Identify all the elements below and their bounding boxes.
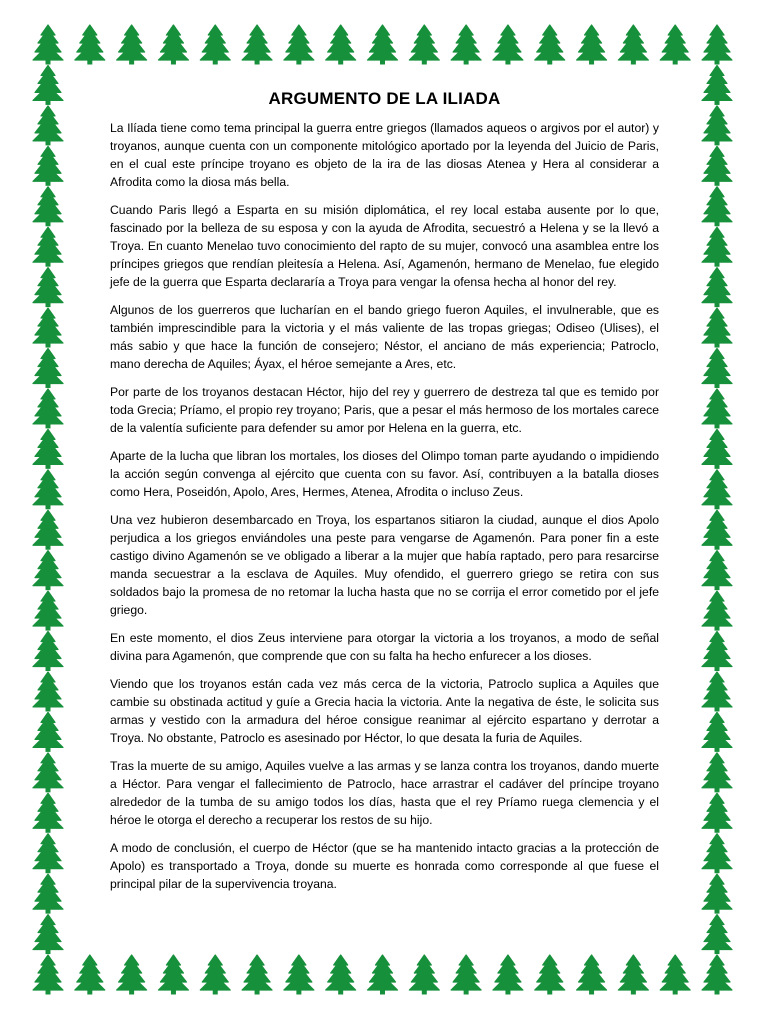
paragraph: Cuando Paris llegó a Esparta en su misión diplomática, el rey local estaba ausente por lo que, fascinado por la belleza de su esposa y con la ayuda de Afrodita, secuestró a Helena y se la llevó a Troya. En cuanto Menelao tuvo conocimiento del rapto de su mujer, convocó una asamblea entre los príncipes griegos que rendían pleitesía a Helena. Así, Agamenón, hermano de Menelao, fue elegido jefe de la guerra que Esparta declararía a Troya para vengar la ofensa hecha al honor del rey. bbox=[110, 203, 659, 289]
pine-tree-icon bbox=[702, 551, 732, 590]
pine-tree-icon bbox=[33, 187, 63, 226]
pine-tree-icon bbox=[702, 65, 732, 104]
pine-tree-icon bbox=[702, 915, 732, 954]
paragraph: Viendo que los troyanos están cada vez más cerca de la victoria, Patroclo suplica a Aquiles que cambie su obstinada actitud y guíe a Grecia hacia la victoria. Ante la negativa de éste, le solicita sus armas y vestido con la armadura del héroe consigue reanimar al ejército espartano y derrotar a Troya. No obstante, Patroclo es asesinado por Héctor, lo que desata la furia de Aquiles. bbox=[110, 677, 659, 745]
paragraph: La Ilíada tiene como tema principal la guerra entre griegos (llamados aqueos o argivos por el autor) y troyanos, aunque cuenta con un componente mitológico aportado por la leyenda del Juicio de Paris, en el cual este príncipe troyano es objeto de la ira de las diosas Atenea y Hera al considerar a Afrodita como la diosa más bella. bbox=[110, 121, 659, 189]
pine-tree-icon bbox=[451, 955, 481, 994]
pine-tree-icon bbox=[33, 834, 63, 873]
pine-tree-icon bbox=[493, 955, 523, 994]
pine-tree-icon bbox=[702, 874, 732, 913]
pine-tree-icon bbox=[33, 672, 63, 711]
paragraph: Una vez hubieron desembarcado en Troya, los espartanos sitiaron la ciudad, aunque el dios Apolo perjudica a los griegos enviándoles una peste para vengarse de Agamenón. Para poner fin a este castigo divino Agamenón se ve obligado a liberar a la mujer que había raptado, pero para resarcirse manda secuestrar a la esclava de Aquiles. Muy ofendido, el guerrero griego se retira con sus soldados bajo la promesa de no retomar la lucha hasta que no se corrija el error cometido por el jefe griego. bbox=[110, 513, 659, 617]
pine-tree-icon bbox=[618, 955, 648, 994]
pine-tree-icon bbox=[660, 25, 690, 64]
pine-tree-icon bbox=[702, 510, 732, 549]
pine-tree-icon bbox=[702, 470, 732, 509]
pine-tree-icon bbox=[117, 25, 147, 64]
pine-tree-icon bbox=[493, 25, 523, 64]
pine-tree-icon bbox=[33, 146, 63, 185]
paragraph: A modo de conclusión, el cuerpo de Héctor (que se ha mantenido intacto gracias a la protección de Apolo) es transportado a Troya, donde su muerte es honrada como corresponde al que fuese el principal pilar de la supervivencia troyana. bbox=[110, 841, 659, 891]
paragraph: Algunos de los guerreros que lucharían en el bando griego fueron Aquiles, el invulnerable, que es también imprescindible para la victoria y el más valiente de las tropas griegas; Odiseo (Ulises), el más sabio y que hace la función de consejero; Néstor, el anciano de más experiencia; Patroclo, mano derecha de Aquiles; Áyax, el héroe semejante a Ares, etc. bbox=[110, 303, 659, 371]
pine-tree-icon bbox=[702, 308, 732, 347]
pine-tree-icon bbox=[535, 25, 565, 64]
paragraph: Tras la muerte de su amigo, Aquiles vuelve a las armas y se lanza contra los troyanos, dando muerte a Héctor. Para vengar el fallecimiento de Patroclo, hace arrastrar el cadáver del príncipe troyano alrededor de la tumba de su amigo todos los días, hasta que el rey Príamo ruega clemencia y el héroe le otorga el derecho a recuperar los restos de su hijo. bbox=[110, 759, 659, 827]
pine-tree-icon bbox=[326, 955, 356, 994]
pine-tree-icon bbox=[284, 25, 314, 64]
pine-tree-icon bbox=[702, 834, 732, 873]
pine-tree-icon bbox=[702, 227, 732, 266]
paragraph: Por parte de los troyanos destacan Héctor, hijo del rey y guerrero de destreza tal que es temido por toda Grecia; Príamo, el propio rey troyano; Paris, que a pesar el más hermoso de los mortales carece de la valentía suficiente para defender su amor por Helena en la guerra, etc. bbox=[110, 385, 659, 435]
pine-tree-icon bbox=[702, 106, 732, 145]
pine-tree-icon bbox=[702, 712, 732, 751]
pine-tree-icon bbox=[702, 348, 732, 387]
pine-tree-icon bbox=[702, 591, 732, 630]
pine-tree-icon bbox=[33, 106, 63, 145]
document-title: ARGUMENTO DE LA ILIADA bbox=[268, 89, 501, 108]
pine-tree-icon bbox=[33, 591, 63, 630]
pine-tree-icon bbox=[75, 25, 105, 64]
pine-tree-icon bbox=[33, 551, 63, 590]
pine-tree-icon bbox=[33, 308, 63, 347]
pine-tree-icon bbox=[33, 348, 63, 387]
pine-tree-icon bbox=[33, 712, 63, 751]
pine-tree-icon bbox=[702, 389, 732, 428]
pine-tree-icon bbox=[577, 25, 607, 64]
pine-tree-icon bbox=[660, 955, 690, 994]
pine-tree-icon bbox=[702, 187, 732, 226]
pine-tree-icon bbox=[33, 470, 63, 509]
pine-tree-icon bbox=[368, 955, 398, 994]
pine-tree-icon bbox=[33, 389, 63, 428]
pine-tree-icon bbox=[702, 955, 732, 994]
pine-tree-icon bbox=[451, 25, 481, 64]
pine-tree-icon bbox=[702, 268, 732, 307]
pine-tree-icon bbox=[326, 25, 356, 64]
pine-tree-icon bbox=[75, 955, 105, 994]
pine-tree-icon bbox=[284, 955, 314, 994]
pine-tree-icon bbox=[33, 874, 63, 913]
pine-tree-icon bbox=[33, 753, 63, 792]
pine-tree-icon bbox=[33, 632, 63, 671]
pine-tree-icon bbox=[242, 955, 272, 994]
pine-tree-icon bbox=[117, 955, 147, 994]
pine-tree-icon bbox=[702, 429, 732, 468]
pine-tree-icon bbox=[33, 915, 63, 954]
pine-tree-icon bbox=[368, 25, 398, 64]
pine-tree-icon bbox=[158, 955, 188, 994]
pine-tree-icon bbox=[33, 793, 63, 832]
pine-tree-icon bbox=[618, 25, 648, 64]
pine-tree-icon bbox=[33, 429, 63, 468]
pine-tree-icon bbox=[33, 510, 63, 549]
pine-tree-icon bbox=[200, 25, 230, 64]
pine-tree-icon bbox=[409, 25, 439, 64]
paragraph: Aparte de la lucha que libran los mortales, los dioses del Olimpo toman parte ayudando o impidiendo la acción según convenga al ejército que cuenta con su favor. Así, contribuyen a la batalla dioses como Hera, Poseidón, Apolo, Ares, Hermes, Atenea, Afrodita o incluso Zeus. bbox=[110, 449, 659, 499]
pine-tree-icon bbox=[33, 227, 63, 266]
pine-tree-icon bbox=[33, 25, 63, 64]
pine-tree-icon bbox=[702, 793, 732, 832]
pine-tree-icon bbox=[409, 955, 439, 994]
pine-tree-icon bbox=[702, 146, 732, 185]
pine-tree-icon bbox=[200, 955, 230, 994]
pine-tree-icon bbox=[702, 25, 732, 64]
paragraph: En este momento, el dios Zeus interviene para otorgar la victoria a los troyanos, a modo de señal divina para Agamenón, que comprende que con su falta ha hecho enfurecer a los dioses. bbox=[110, 631, 659, 663]
document-body bbox=[110, 89, 659, 903]
pine-tree-icon bbox=[702, 753, 732, 792]
pine-tree-icon bbox=[33, 268, 63, 307]
pine-tree-icon bbox=[242, 25, 272, 64]
pine-tree-icon bbox=[535, 955, 565, 994]
pine-tree-icon bbox=[702, 632, 732, 671]
pine-tree-icon bbox=[33, 955, 63, 994]
pine-tree-icon bbox=[577, 955, 607, 994]
pine-tree-icon bbox=[33, 65, 63, 104]
pine-tree-icon bbox=[702, 672, 732, 711]
pine-tree-icon bbox=[158, 25, 188, 64]
